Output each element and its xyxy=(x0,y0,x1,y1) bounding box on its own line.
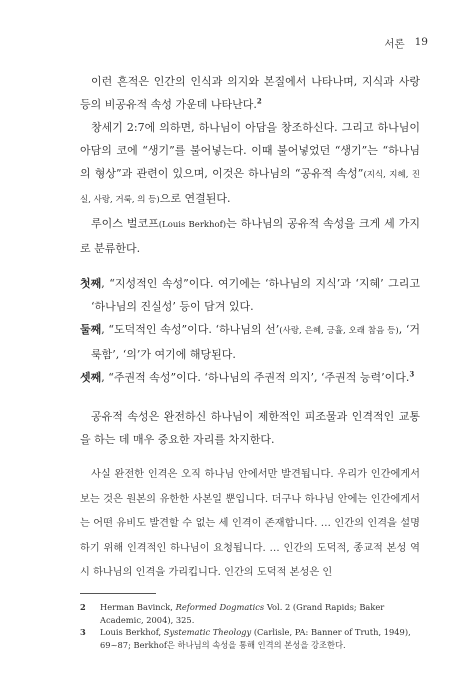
paragraph-4: 공유적 속성은 완전하신 하나님이 제한적인 피조물과 인격적인 교통을 하는 데 매우 중요한 자리를 차지한다. xyxy=(80,410,420,446)
paragraph-3: 루이스 벌코프(Louis Berkhof)는 하나님의 공유적 속성을 크게 세 가지로 분류한다. xyxy=(80,217,420,255)
body-text xyxy=(80,70,420,586)
section-title: 서론 xyxy=(384,38,405,50)
paragraph-2: 창세기 2:7에 의하면, 하나님이 아담을 창조하신다. 그리고 하나님이 아담의 코에 “생기”를 불어넣는다. 이때 불어넣었던 “생기”는 “하나님의 형상”과 관련이 있으며, 이것은 하나님의 “공유적 속성”(지식, 지혜, 진실, 사랑, 거룩, 의 등)으로 연결된다. xyxy=(80,121,420,205)
footnotes xyxy=(80,601,425,651)
running-header xyxy=(384,36,428,51)
footnote-ref-2[interactable]: 2 xyxy=(256,96,262,106)
block-quote: 사실 완전한 인격은 오직 하나님 안에서만 발견됩니다. 우리가 인간에게서 보는 것은 원본의 유한한 사본일 뿐입니다. 더구나 하나님 안에는 인간에게서는 어떤 유비도 발견할 수 없는 세 인격이 존재합니다. … 인간의 인격을 설명하기 위해 인격적인 하나님이 요청됩니다. … 인간의 도덕적, 종교적 본성 역시 하나님의 인격을 가리킵니다. 인간의 도덕적 본성은 인 xyxy=(80,469,420,578)
page-number: 19 xyxy=(414,36,428,48)
paragraph-1: 이런 흔적은 인간의 인식과 의지와 본질에서 나타나며, 지식과 사랑 등의 비공유적 속성 가운데 나타난다.$^2$ xyxy=(80,75,420,111)
footnote-ref-3[interactable]: 3 xyxy=(409,369,415,379)
item-third: 셋째, “주권적 속성”이다. ‘하나님의 주권적 의지’, ‘주권적 능력’이다.$^3$ xyxy=(80,369,415,384)
item-first: 첫째, “지성적인 속성”이다. 여기에는 ‘하나님의 지식’과 ‘지혜’ 그리고 ‘하나님의 진실성’ 등이 담겨 있다. xyxy=(80,277,420,313)
footnote-3: 3 Louis Berkhof, Systematic Theology (Carlisle, PA: Banner of Truth, 1949), 69~87; Berkhof은 하나님의 속성을 통해 인격의 본성을 강조한다. xyxy=(80,627,411,650)
footnote-divider xyxy=(80,593,156,594)
footnote-2: 2 Herman Bavinck, Reformed Dogmatics Vol. 2 (Grand Rapids; Baker Academic, 2004), 325. xyxy=(80,602,385,625)
item-second: 둘째, “도덕적인 속성”이다. ‘하나님의 선’(사랑, 은혜, 긍휼, 오래 참음 등), ‘거룩함’, ‘의’가 여기에 해당된다. xyxy=(80,323,420,361)
book-title: Systematic Theology xyxy=(163,627,252,637)
book-title: Reformed Dogmatics xyxy=(175,602,265,612)
